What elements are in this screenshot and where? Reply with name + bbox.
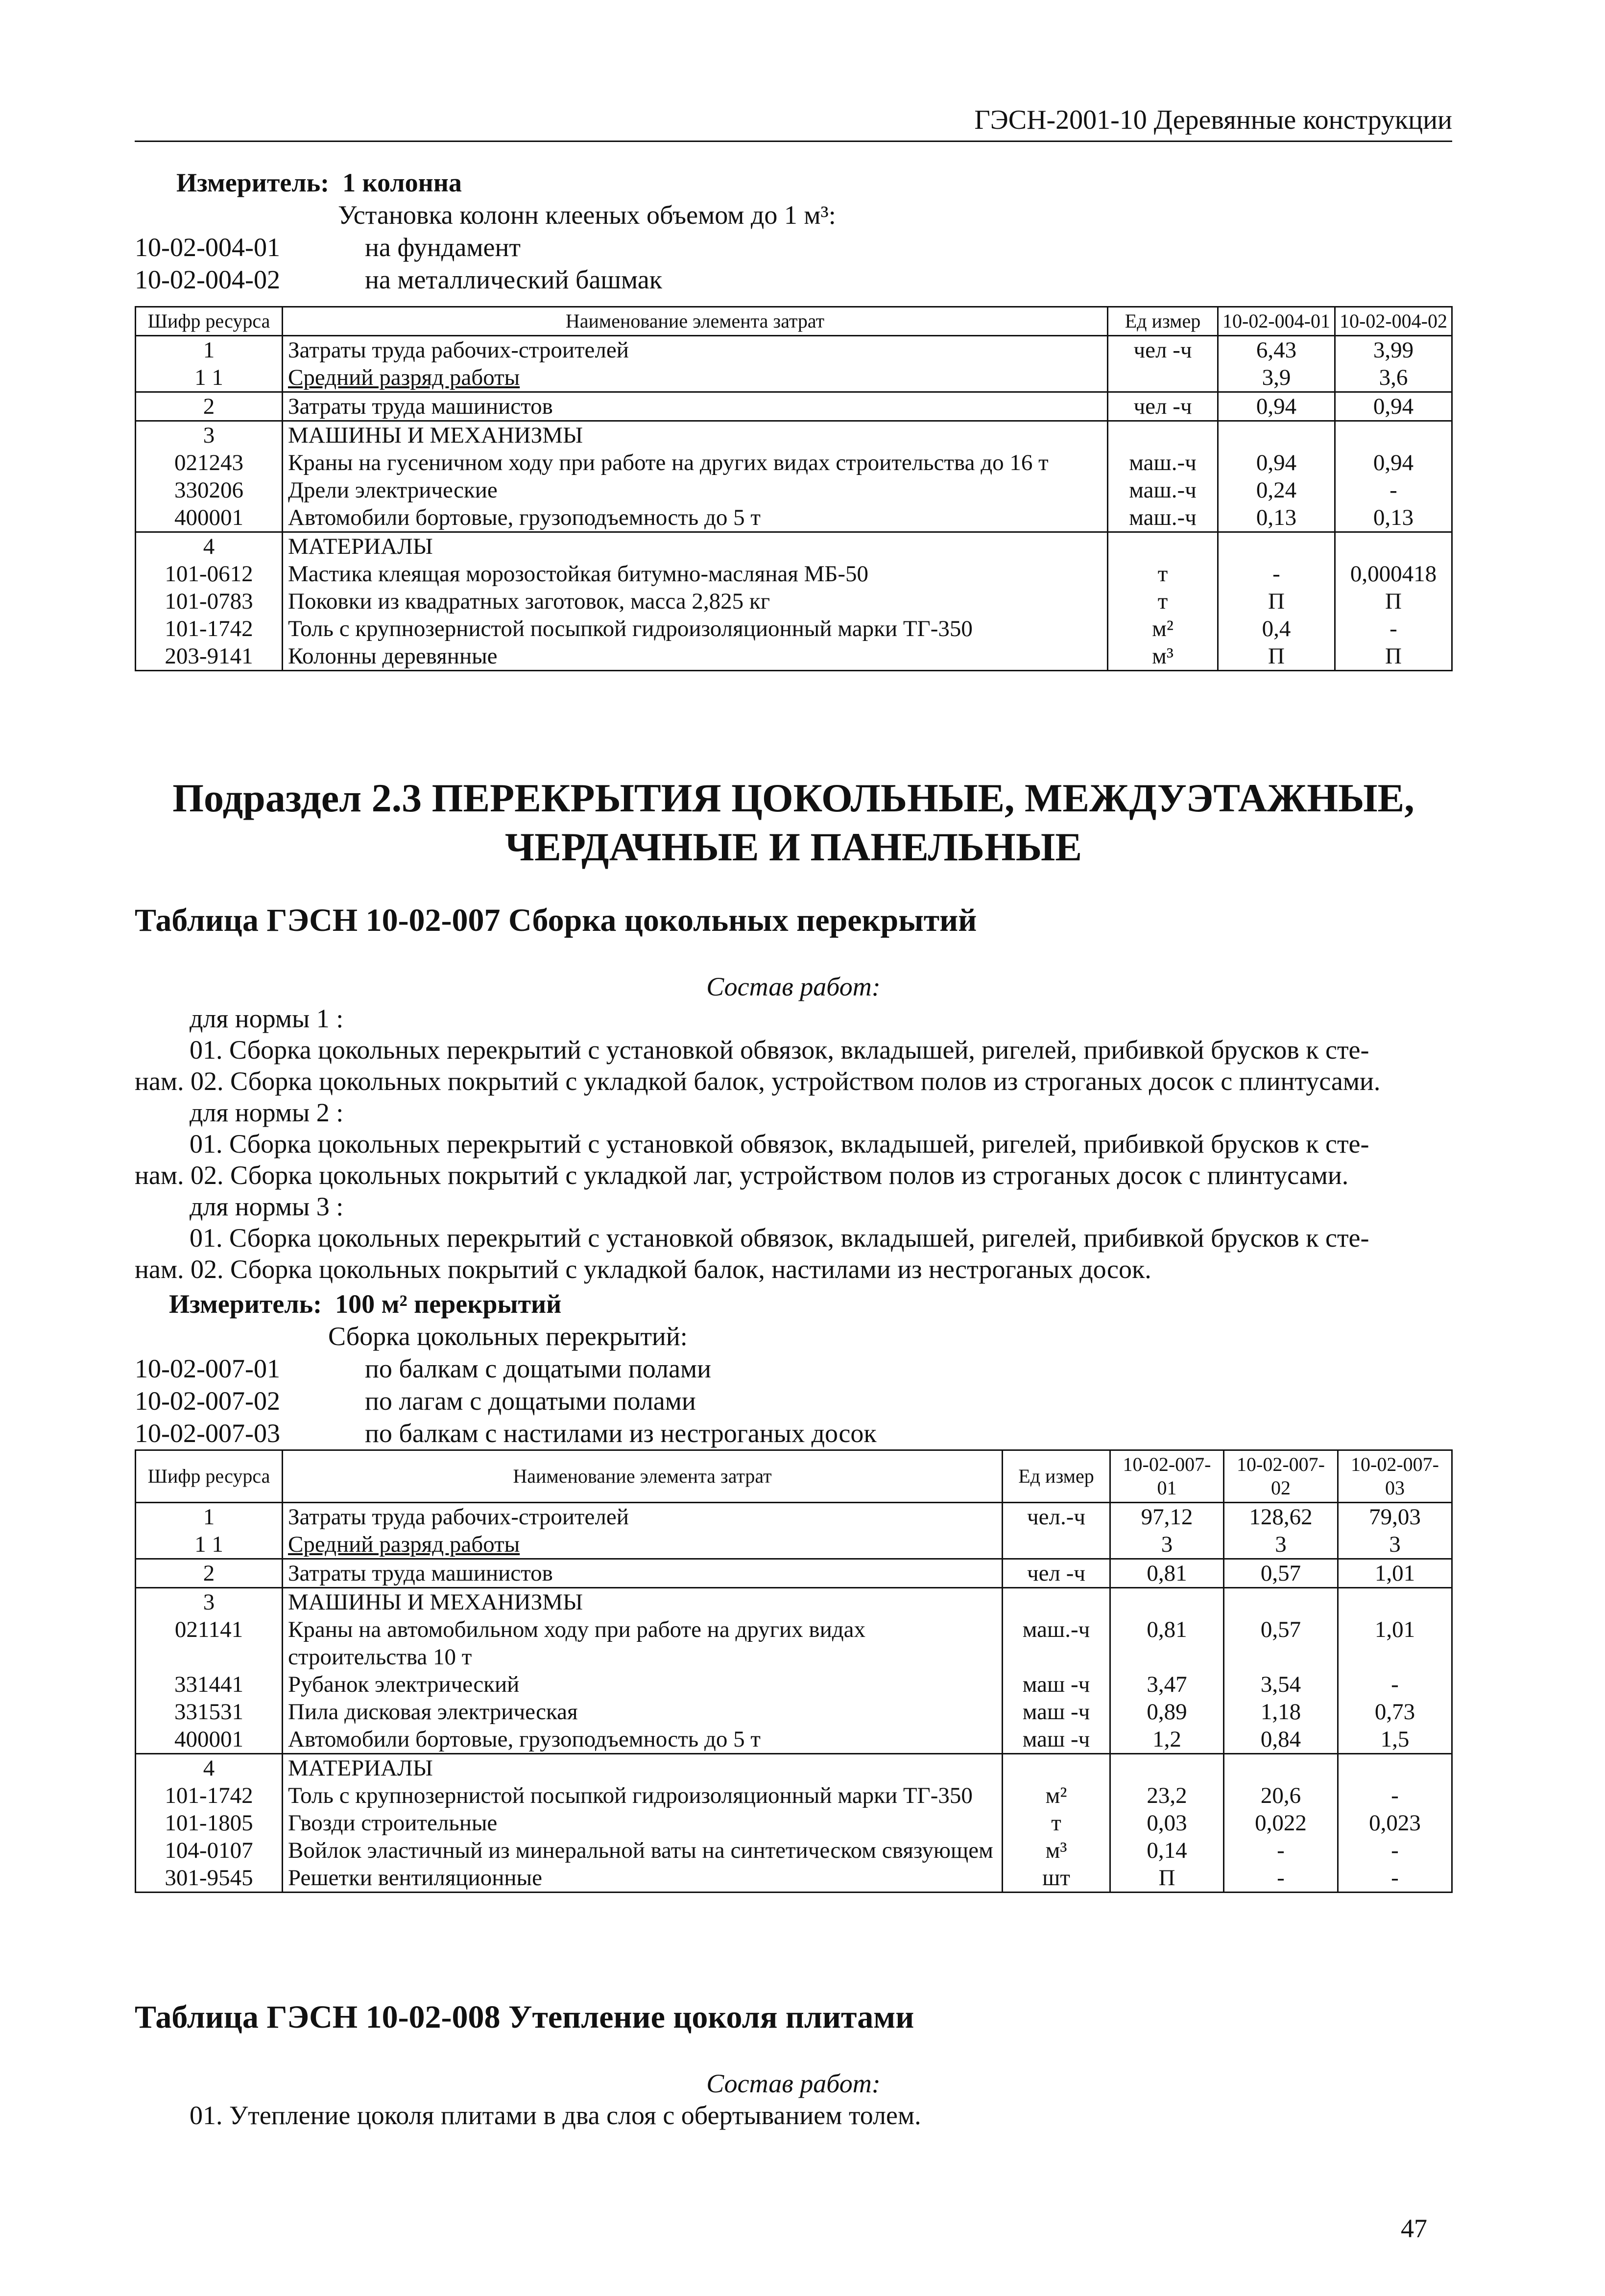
cell-unit: маш -ч: [1003, 1726, 1110, 1754]
cell-code: 331531: [136, 1698, 283, 1726]
norm-code: 10-02-007-01: [135, 1354, 280, 1383]
composition-line: нам. 02. Сборка цокольных покрытий с укладкой балок, устройством полов из строганых досок с плинтусами.: [135, 1066, 1381, 1096]
cell-value: П: [1335, 642, 1452, 671]
norm-code: 10-02-007-03: [135, 1419, 280, 1448]
measure-line-1: [176, 166, 462, 199]
cell-value: 0,94: [1218, 449, 1335, 476]
table-row: [136, 1559, 1452, 1588]
cell-name: Дрели электрические: [283, 476, 1108, 504]
header-unit: Ед измер: [1003, 1450, 1110, 1503]
composition-line: нам. 02. Сборка цокольных покрытий с укладкой балок, настилами из нестроганых досок.: [135, 1255, 1151, 1284]
cell-unit: [1003, 1588, 1110, 1616]
cell-text: Средний разряд работы: [288, 1532, 520, 1557]
cell-code: 021243: [136, 449, 283, 476]
cell-name: [283, 364, 1108, 392]
cell-value: -: [1218, 560, 1335, 588]
header-name: Наименование элемента затрат: [283, 1450, 1003, 1503]
cell-name: Толь с крупнозернистой посыпкой гидроизоляционный марки ТГ-350: [283, 1782, 1003, 1809]
norm-text: по балкам с настилами из нестроганых досок: [365, 1419, 877, 1448]
running-header: ГЭСН-2001-10 Деревянные конструкции: [135, 100, 1452, 142]
cell-value: 0,57: [1224, 1616, 1338, 1671]
composition-line: для нормы 3 :: [190, 1192, 344, 1221]
cell-value: 0,4: [1218, 615, 1335, 642]
table-row: [136, 1698, 1452, 1726]
cell-value: 0,81: [1110, 1616, 1224, 1671]
cell-value: [1338, 1588, 1452, 1616]
cell-value: -: [1335, 615, 1452, 642]
cell-name: Затраты труда рабочих-строителей: [283, 336, 1108, 364]
cell-name: Затраты труда рабочих-строителей: [283, 1503, 1003, 1531]
cell-unit: маш -ч: [1003, 1698, 1110, 1726]
cell-code: 301-9545: [136, 1864, 283, 1893]
norm-row: [135, 1417, 877, 1449]
cell-value: 3,6: [1335, 364, 1452, 392]
cell-name: Краны на гусеничном ходу при работе на других видах строительства до 16 т: [283, 449, 1108, 476]
cell-unit: шт: [1003, 1864, 1110, 1893]
cell-value: 0,022: [1224, 1809, 1338, 1837]
cell-value: [1110, 1588, 1224, 1616]
cell-value: [1218, 532, 1335, 561]
composition-line: 01. Сборка цокольных перекрытий с установкой обвязок, вкладышей, ригелей, прибивкой брусков к сте-: [190, 1129, 1369, 1159]
table-body: [136, 1503, 1452, 1893]
table-row: [136, 449, 1452, 476]
header-unit: Ед измер: [1108, 307, 1218, 336]
cell-name: МАТЕРИАЛЫ: [283, 532, 1108, 561]
cell-unit: чел -ч: [1108, 336, 1218, 364]
cell-value: -: [1335, 476, 1452, 504]
cell-value: 0,89: [1110, 1698, 1224, 1726]
composition-line: нам. 02. Сборка цокольных покрытий с укладкой лаг, устройством полов из строганых досок с плинтусами.: [135, 1160, 1349, 1190]
cell-code: 4: [136, 532, 283, 561]
cell-unit: т: [1003, 1809, 1110, 1837]
cell-value: -: [1224, 1837, 1338, 1864]
composition-text: [135, 1003, 1452, 1285]
table-title-007: Таблица ГЭСН 10-02-007 Сборка цокольных перекрытий: [135, 902, 977, 938]
resource-table-007: [135, 1449, 1453, 1893]
cell-value: 20,6: [1224, 1782, 1338, 1809]
section-title-line: Подраздел 2.3 ПЕРЕКРЫТИЯ ЦОКОЛЬНЫЕ, МЕЖДУЭТАЖНЫЕ,: [172, 776, 1414, 820]
cell-value: -: [1338, 1864, 1452, 1893]
cell-code: 1: [136, 336, 283, 364]
cell-code: 101-1742: [136, 615, 283, 642]
norm-code: 10-02-007-02: [135, 1386, 280, 1416]
cell-code: 1 1: [136, 364, 283, 392]
cell-value: 0,57: [1224, 1559, 1338, 1588]
cell-value: П: [1218, 588, 1335, 615]
composition-line: для нормы 1 :: [190, 1004, 344, 1033]
cell-name: Колонны деревянные: [283, 642, 1108, 671]
norm-row: [135, 1385, 877, 1417]
cell-value: -: [1338, 1782, 1452, 1809]
cell-value: [1335, 532, 1452, 561]
cell-code: 101-0612: [136, 560, 283, 588]
cell-value: 0,94: [1218, 392, 1335, 421]
norm-text: на металлический башмак: [365, 265, 662, 294]
norm-text: по лагам с дощатыми полами: [365, 1386, 696, 1416]
measure-line-2: [169, 1288, 561, 1320]
cell-code: 021141: [136, 1616, 283, 1671]
cell-value: 0,000418: [1335, 560, 1452, 588]
cell-value: 3: [1110, 1531, 1224, 1559]
cell-value: П: [1110, 1864, 1224, 1893]
norm-text: на фундамент: [365, 233, 521, 262]
cell-value: 79,03: [1338, 1503, 1452, 1531]
cell-value: 0,14: [1110, 1837, 1224, 1864]
cell-unit: маш -ч: [1003, 1671, 1110, 1698]
norm-list-2: [135, 1352, 877, 1449]
cell-name: Краны на автомобильном ходу при работе на других видах строительства 10 т: [283, 1616, 1003, 1671]
table-row: [136, 336, 1452, 364]
table-row: [136, 588, 1452, 615]
cell-name: Пила дисковая электрическая: [283, 1698, 1003, 1726]
composition-line: 01. Сборка цокольных перекрытий с установкой обвязок, вкладышей, ригелей, прибивкой брусков к сте-: [190, 1035, 1369, 1065]
header-col: 10-02-007-03: [1338, 1450, 1452, 1503]
cell-code: 2: [136, 392, 283, 421]
cell-code: 101-1805: [136, 1809, 283, 1837]
cell-code: 400001: [136, 1726, 283, 1754]
cell-code: 3: [136, 421, 283, 450]
table-row: [136, 560, 1452, 588]
cell-code: 104-0107: [136, 1837, 283, 1864]
composition-line: 01. Утепление цоколя плитами в два слоя с обертыванием толем.: [190, 2101, 921, 2130]
cell-value: 1,18: [1224, 1698, 1338, 1726]
cell-name: Войлок эластичный из минеральной ваты на синтетическом связующем: [283, 1837, 1003, 1864]
cell-value: -: [1224, 1864, 1338, 1893]
cell-value: 0,94: [1335, 449, 1452, 476]
cell-value: [1338, 1754, 1452, 1782]
cell-name: Решетки вентиляционные: [283, 1864, 1003, 1893]
cell-value: [1224, 1754, 1338, 1782]
section-title-line: ЧЕРДАЧНЫЕ И ПАНЕЛЬНЫЕ: [504, 825, 1082, 869]
cell-name: Толь с крупнозернистой посыпкой гидроизоляционный марки ТГ-350: [283, 615, 1108, 642]
table-row: [136, 504, 1452, 532]
cell-value: 0,94: [1335, 392, 1452, 421]
cell-unit: маш.-ч: [1003, 1616, 1110, 1671]
header-name: Наименование элемента затрат: [283, 307, 1108, 336]
cell-name: МАШИНЫ И МЕХАНИЗМЫ: [283, 421, 1108, 450]
norm-code: 10-02-004-01: [135, 233, 280, 262]
cell-value: [1224, 1588, 1338, 1616]
cell-value: 3,99: [1335, 336, 1452, 364]
cell-name: [283, 1531, 1003, 1559]
cell-value: 1,2: [1110, 1726, 1224, 1754]
cell-name: МАТЕРИАЛЫ: [283, 1754, 1003, 1782]
cell-value: 3: [1338, 1531, 1452, 1559]
table-row: [136, 1809, 1452, 1837]
table-row: [136, 532, 1452, 561]
cell-value: 1,5: [1338, 1726, 1452, 1754]
composition-line: 01. Сборка цокольных перекрытий с установкой обвязок, вкладышей, ригелей, прибивкой брусков к сте-: [190, 1223, 1369, 1253]
cell-unit: [1108, 532, 1218, 561]
cell-unit: чел -ч: [1108, 392, 1218, 421]
cell-value: 1,01: [1338, 1559, 1452, 1588]
cell-name: Мастика клеящая морозостойкая битумно-масляная МБ-50: [283, 560, 1108, 588]
cell-code: 2: [136, 1559, 283, 1588]
cell-name: Автомобили бортовые, грузоподъемность до 5 т: [283, 504, 1108, 532]
cell-code: 4: [136, 1754, 283, 1782]
group-title-1: Установка колонн клееных объемом до 1 м³:: [338, 200, 836, 230]
table-title-008: Таблица ГЭСН 10-02-008 Утепление цоколя плитами: [135, 1999, 914, 2035]
cell-code: 331441: [136, 1671, 283, 1698]
cell-value: 0,84: [1224, 1726, 1338, 1754]
cell-value: 3,9: [1218, 364, 1335, 392]
cell-value: П: [1335, 588, 1452, 615]
cell-value: 0,03: [1110, 1809, 1224, 1837]
table-row: [136, 421, 1452, 450]
norm-row: [135, 1352, 877, 1385]
table-row: [136, 615, 1452, 642]
table-row: [136, 1864, 1452, 1893]
cell-value: 128,62: [1224, 1503, 1338, 1531]
cell-name: Затраты труда машинистов: [283, 1559, 1003, 1588]
cell-unit: м²: [1003, 1782, 1110, 1809]
cell-unit: маш.-ч: [1108, 476, 1218, 504]
cell-value: [1110, 1754, 1224, 1782]
composition-line: для нормы 2 :: [190, 1098, 344, 1127]
norm-code: 10-02-004-02: [135, 265, 280, 294]
section-title: [135, 774, 1452, 872]
cell-value: 0,13: [1218, 504, 1335, 532]
table-row: [136, 1726, 1452, 1754]
cell-value: 3: [1224, 1531, 1338, 1559]
header-col: 10-02-004-02: [1335, 307, 1452, 336]
cell-text: Средний разряд работы: [288, 365, 520, 390]
measure-value: 1 колонна: [342, 168, 462, 197]
cell-value: [1218, 421, 1335, 450]
cell-code: 1: [136, 1503, 283, 1531]
table-row: [136, 1531, 1452, 1559]
cell-value: 0,13: [1335, 504, 1452, 532]
header-col: 10-02-007-02: [1224, 1450, 1338, 1503]
cell-value: [1335, 421, 1452, 450]
cell-unit: [1108, 364, 1218, 392]
composition-text-008: [135, 2100, 1452, 2131]
table-row: [136, 1616, 1452, 1671]
table-row: [136, 1837, 1452, 1864]
cell-name: Гвозди строительные: [283, 1809, 1003, 1837]
cell-unit: м³: [1108, 642, 1218, 671]
page-number: 47: [1401, 2214, 1427, 2243]
cell-value: 97,12: [1110, 1503, 1224, 1531]
header-col: 10-02-007-01: [1110, 1450, 1224, 1503]
table-body: [136, 336, 1452, 671]
cell-code: 101-0783: [136, 588, 283, 615]
header-code: Шифр ресурса: [136, 307, 283, 336]
cell-unit: [1003, 1531, 1110, 1559]
table-row: [136, 1503, 1452, 1531]
table-row: [136, 1782, 1452, 1809]
norm-list-1: [135, 231, 662, 296]
cell-unit: м²: [1108, 615, 1218, 642]
cell-name: Рубанок электрический: [283, 1671, 1003, 1698]
cell-value: 0,24: [1218, 476, 1335, 504]
cell-name: МАШИНЫ И МЕХАНИЗМЫ: [283, 1588, 1003, 1616]
cell-code: 330206: [136, 476, 283, 504]
cell-name: Автомобили бортовые, грузоподъемность до 5 т: [283, 1726, 1003, 1754]
measure-value: 100 м² перекрытий: [335, 1289, 562, 1319]
table-row: [136, 392, 1452, 421]
cell-code: 101-1742: [136, 1782, 283, 1809]
measure-label: Измеритель:: [169, 1289, 322, 1319]
cell-code: 3: [136, 1588, 283, 1616]
header-code: Шифр ресурса: [136, 1450, 283, 1503]
resource-table-004: [135, 306, 1453, 671]
cell-unit: [1108, 421, 1218, 450]
cell-code: 203-9141: [136, 642, 283, 671]
norm-text: по балкам с дощатыми полами: [365, 1354, 712, 1383]
table-row: [136, 476, 1452, 504]
cell-unit: м³: [1003, 1837, 1110, 1864]
cell-name: Поковки из квадратных заготовок, масса 2,825 кг: [283, 588, 1108, 615]
cell-value: 0,73: [1338, 1698, 1452, 1726]
cell-unit: [1003, 1754, 1110, 1782]
cell-value: 3,47: [1110, 1671, 1224, 1698]
cell-unit: т: [1108, 588, 1218, 615]
cell-name: Затраты труда машинистов: [283, 392, 1108, 421]
norm-row: [135, 231, 662, 263]
cell-value: 6,43: [1218, 336, 1335, 364]
cell-unit: т: [1108, 560, 1218, 588]
cell-value: 0,023: [1338, 1809, 1452, 1837]
cell-code: 400001: [136, 504, 283, 532]
cell-value: П: [1218, 642, 1335, 671]
cell-value: 1,01: [1338, 1616, 1452, 1671]
table-row: [136, 1588, 1452, 1616]
measure-label: Измеритель:: [176, 168, 330, 197]
cell-unit: маш.-ч: [1108, 449, 1218, 476]
cell-value: 0,81: [1110, 1559, 1224, 1588]
cell-unit: чел -ч: [1003, 1559, 1110, 1588]
cell-unit: чел.-ч: [1003, 1503, 1110, 1531]
cell-value: 23,2: [1110, 1782, 1224, 1809]
cell-value: 3,54: [1224, 1671, 1338, 1698]
table-row: [136, 1671, 1452, 1698]
composition-label-008: Состав работ:: [706, 2069, 881, 2098]
cell-value: -: [1338, 1837, 1452, 1864]
group-title-2: Сборка цокольных перекрытий:: [328, 1322, 688, 1351]
table-row: [136, 1754, 1452, 1782]
norm-row: [135, 263, 662, 296]
composition-label: Состав работ:: [706, 972, 881, 1001]
cell-code: 1 1: [136, 1531, 283, 1559]
table-row: [136, 364, 1452, 392]
header-col: 10-02-004-01: [1218, 307, 1335, 336]
cell-value: -: [1338, 1671, 1452, 1698]
table-row: [136, 642, 1452, 671]
cell-unit: маш.-ч: [1108, 504, 1218, 532]
